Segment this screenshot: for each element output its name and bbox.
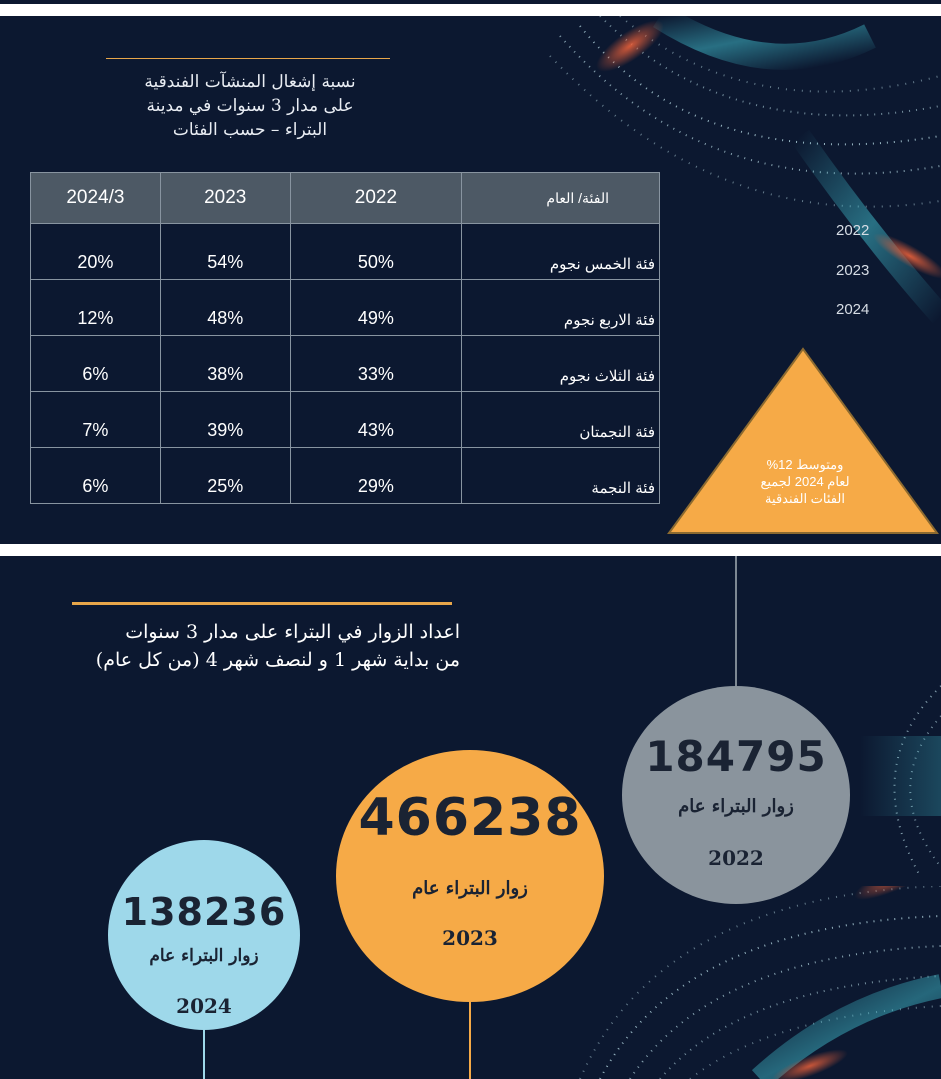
visitors-label-2022: زوار البتراء عام: [678, 796, 794, 817]
visitors-bubble-2023: [336, 750, 604, 1002]
occupancy-table: [30, 172, 660, 504]
year-legend-2023: 2023: [836, 262, 870, 279]
header-2022: 2022: [290, 173, 462, 224]
cell-2022: 43%: [290, 392, 462, 448]
cell-2022: 29%: [290, 448, 462, 504]
cell-2024: 12%: [31, 280, 161, 336]
occupancy-title-line-3: البتراء – حسب الفئات: [172, 120, 328, 140]
cell-2024: 6%: [31, 448, 161, 504]
title-underline: [106, 58, 390, 59]
visitors-count-2024: 138236: [121, 890, 287, 934]
visitors-year-2022: 2022: [708, 846, 764, 870]
visitors-count-2023: 466238: [358, 788, 582, 848]
table-row: [31, 336, 660, 392]
occupancy-panel: [0, 16, 941, 544]
average-note-line-3: الفئات الفندقية: [765, 491, 845, 506]
visitors-year-2023: 2023: [442, 926, 498, 950]
cell-2023: 48%: [160, 280, 290, 336]
header-category: الفئة/ العام: [462, 173, 660, 224]
dotted-swirl-bottom-right: [560, 886, 941, 1079]
cell-2023: 38%: [160, 336, 290, 392]
visitors-bubble-2022: [622, 686, 850, 904]
average-triangle: [666, 346, 940, 536]
table-row: [31, 448, 660, 504]
table-row: [31, 224, 660, 280]
cell-2023: 25%: [160, 448, 290, 504]
visitors-title: [50, 618, 460, 674]
visitors-title-line-1: اعداد الزوار في البتراء على مدار 3 سنوات: [125, 621, 460, 643]
cell-2022: 49%: [290, 280, 462, 336]
header-2024: 2024/3: [31, 173, 161, 224]
top-bar: [0, 0, 941, 4]
cell-2022: 50%: [290, 224, 462, 280]
header-2023: 2023: [160, 173, 290, 224]
table-row: [31, 280, 660, 336]
visitors-panel: [0, 556, 941, 1079]
cell-category: فئة النجمة: [462, 448, 660, 504]
average-note-line-1: ومتوسط 12%: [766, 457, 844, 472]
average-note-line-2: لعام 2024 لجميع: [760, 474, 850, 489]
cell-2024: 7%: [31, 392, 161, 448]
table-header-row: [31, 173, 660, 224]
cell-category: فئة النجمتان: [462, 392, 660, 448]
connector-line-2022: [735, 556, 737, 696]
visitors-title-underline: [72, 602, 452, 605]
visitors-count-2022: 184795: [645, 732, 827, 781]
occupancy-title-line-1: نسبة إشغال المنشآت الفندقية: [144, 72, 356, 92]
year-legend-2022: 2022: [836, 222, 870, 239]
visitors-title-line-2: من بداية شهر 1 و لنصف شهر 4 (من كل عام): [95, 649, 460, 671]
cell-category: فئة الاربع نجوم: [462, 280, 660, 336]
visitors-year-2024: 2024: [176, 994, 232, 1018]
cell-category: فئة الخمس نجوم: [462, 224, 660, 280]
cell-2024: 6%: [31, 336, 161, 392]
occupancy-title: [110, 70, 390, 142]
cell-2024: 20%: [31, 224, 161, 280]
cell-2022: 33%: [290, 336, 462, 392]
occupancy-title-line-2: على مدار 3 سنوات في مدينة: [146, 96, 354, 116]
connector-line-2024: [203, 1024, 205, 1079]
cell-2023: 54%: [160, 224, 290, 280]
visitors-label-2024: زوار البتراء عام: [149, 946, 259, 966]
average-note: [720, 456, 890, 507]
visitors-label-2023: زوار البتراء عام: [412, 878, 528, 899]
cell-category: فئة الثلاث نجوم: [462, 336, 660, 392]
visitors-bubble-2024: [108, 840, 300, 1030]
table-row: [31, 392, 660, 448]
cell-2023: 39%: [160, 392, 290, 448]
year-legend-2024: 2024: [836, 301, 870, 318]
